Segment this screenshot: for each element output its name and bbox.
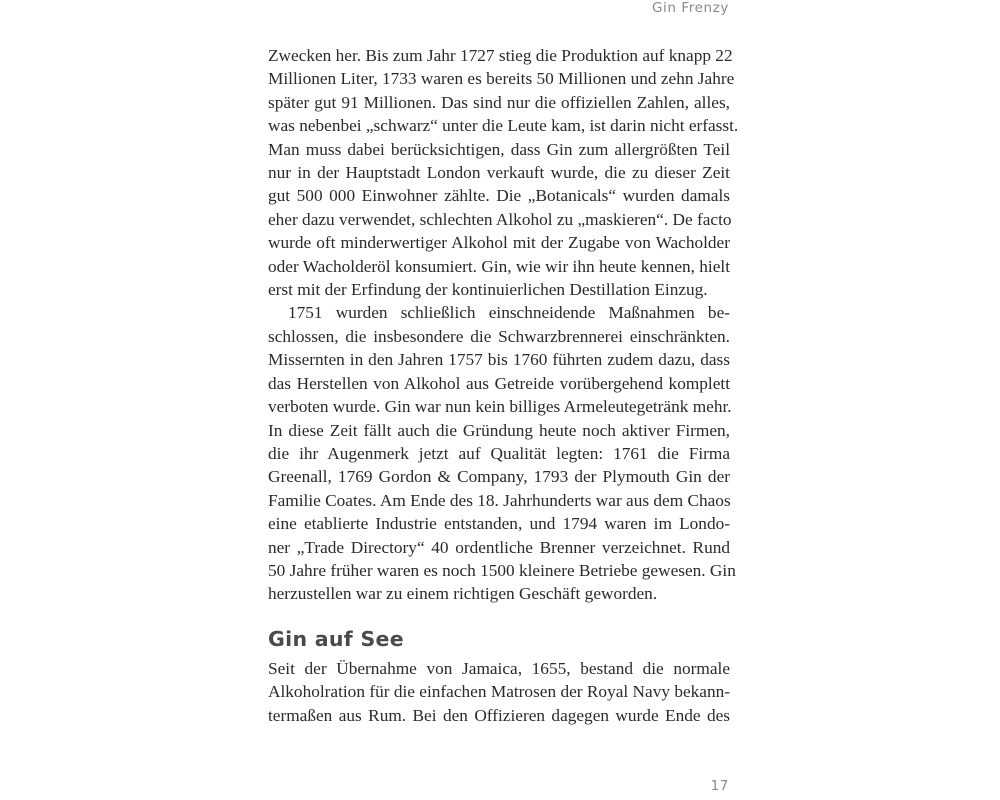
text-line: das Herstellen von Alkohol aus Getreide vorübergehend komplett — [268, 373, 730, 393]
text-line: termaßen aus Rum. Bei den Offizieren dagegen wurde Ende des — [268, 705, 730, 725]
text-line: gut 500 000 Einwohner zählte. Die „Botanicals“ wurden damals — [268, 186, 730, 206]
text-line: später gut 91 Millionen. Das sind nur die offiziellen Zahlen, alles, — [268, 92, 730, 112]
text-line: schlossen, die insbesondere die Schwarzbrennerei einschränkten. — [268, 326, 730, 346]
text-line: eher dazu verwendet, schlechten Alkohol zu „maskieren“. De facto — [268, 209, 732, 229]
text-line: die ihr Augenmerk jetzt auf Qualität legten: 1761 die Firma — [268, 443, 730, 463]
text-line: Missernten in den Jahren 1757 bis 1760 führten zudem dazu, dass — [268, 350, 730, 370]
paragraph-gin-production — [268, 44, 739, 301]
body-text-column — [268, 44, 739, 606]
text-line: Man muss dabei berücksichtigen, dass Gin zum allergrößten Teil — [268, 139, 730, 159]
text-line: Alkoholration für die einfachen Matrosen der Royal Navy bekann- — [268, 682, 730, 702]
text-line: verboten wurde. Gin war nun kein billiges Armeleutegetränk mehr. — [268, 397, 732, 417]
text-line: erst mit der Erfindung der kontinuierlichen Destillation Einzug. — [268, 280, 708, 300]
text-line: Seit der Übernahme von Jamaica, 1655, bestand die normale — [268, 659, 730, 678]
text-line: nur in der Hauptstadt London verkauft wurde, die zu dieser Zeit — [268, 163, 730, 183]
paragraph-gin-at-sea — [268, 657, 730, 727]
section-heading: Gin auf See — [268, 627, 404, 651]
text-line: In diese Zeit fällt auch die Gründung heute noch aktiver Firmen, — [268, 420, 730, 440]
paragraph-regulation-1751 — [268, 301, 736, 605]
text-line: Familie Coates. Am Ende des 18. Jahrhunderts war aus dem Chaos — [268, 490, 731, 510]
page-number: 17 — [710, 778, 729, 794]
text-line: Zwecken her. Bis zum Jahr 1727 stieg die Produktion auf knapp 22 — [268, 46, 733, 65]
text-line: eine etablierte Industrie entstanden, und 1794 waren im Londo- — [268, 514, 730, 534]
text-line: oder Wacholderöl konsumiert. Gin, wie wir ihn heute kennen, hielt — [268, 256, 730, 276]
running-head-title: Gin Frenzy — [651, 0, 729, 16]
section-text-column — [268, 657, 730, 727]
text-line: 50 Jahre früher waren es noch 1500 kleinere Betriebe gewesen. Gin — [268, 560, 736, 580]
text-line: 1751 wurden schließlich einschneidende Maßnahmen be- — [288, 303, 730, 323]
text-line: ner „Trade Directory“ 40 ordentliche Brenner verzeichnet. Rund — [268, 537, 730, 557]
text-line: Millionen Liter, 1733 waren es bereits 50 Millionen und zehn Jahre — [268, 69, 735, 89]
text-line: was nebenbei „schwarz“ unter die Leute kam, ist darin nicht erfasst. — [268, 116, 739, 136]
text-line: wurde oft minderwertiger Alkohol mit der Zugabe von Wacholder — [268, 233, 730, 253]
text-line: herzustellen war zu einem richtigen Geschäft geworden. — [268, 584, 658, 604]
text-line: Greenall, 1769 Gordon & Company, 1793 der Plymouth Gin der — [268, 467, 730, 487]
